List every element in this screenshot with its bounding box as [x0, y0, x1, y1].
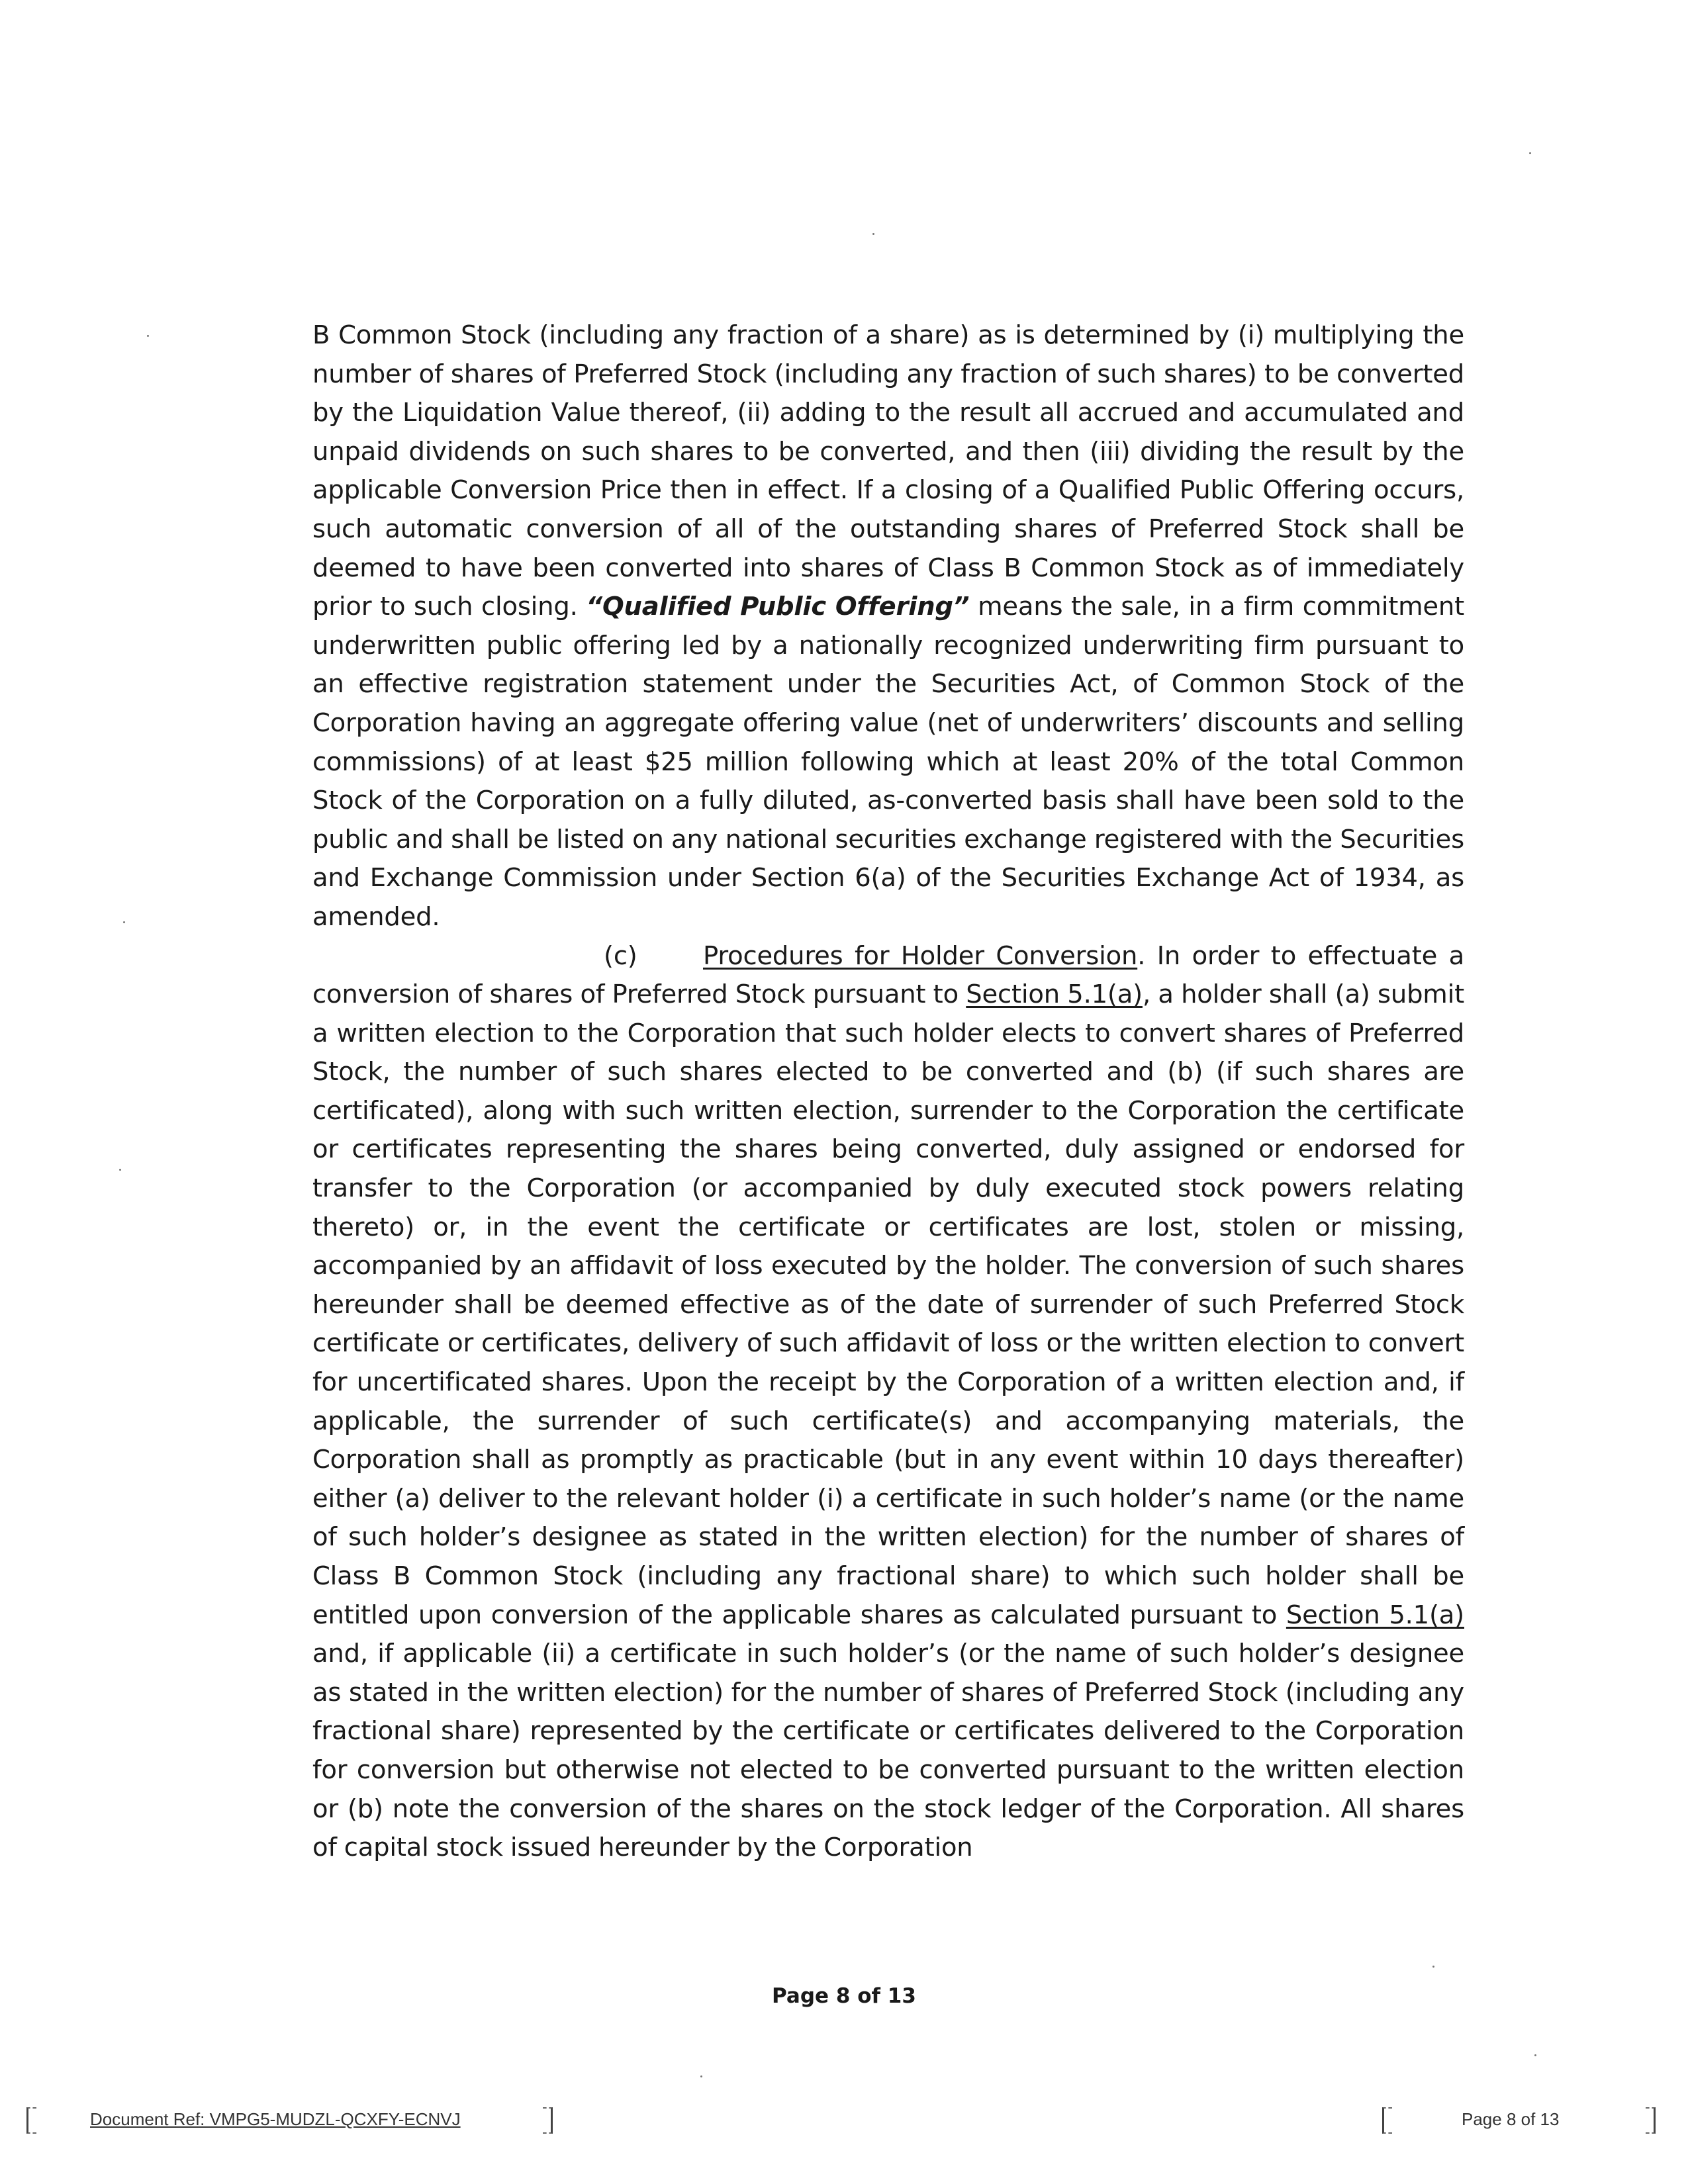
- document-ref-stamp: [26, 2105, 556, 2134]
- section-reference-5-1a: Section 5.1(a): [966, 979, 1143, 1010]
- stamp-bracket-left: [1382, 2107, 1392, 2134]
- stamp-bracket-right: [1646, 2107, 1656, 2134]
- paragraph-c-text-a: In order to effectuate a conversion of shares of Preferred Stock pursuant to: [312, 940, 1464, 1010]
- paragraph-conversion-continued: [312, 316, 1464, 937]
- paragraph-c-text-c: and, if applicable (ii) a certificate in such holder’s (or the name of such holder’s designee as stated in the written election) for the number of shares of Preferred Stock (including any fractional share) represented by the certificate or certificates delivered to the Corporation for conversion but otherwise not elected to be converted pursuant to the written election or (b) note the conversion of the shares on the stock ledger of the Corporation. All shares of capital stock issued hereunder by the Corporation: [312, 1639, 1464, 1863]
- paragraph-c-label: (c): [604, 940, 637, 971]
- scan-speck: [1432, 1966, 1434, 1968]
- document-ref-text: Document Ref: VMPG5-MUDZL-QCXFY-ECNVJ: [90, 2109, 461, 2129]
- paragraph-1-text-b: means the sale, in a firm commitment underwritten public offering led by a nationally recognized underwriting firm pursuant to an effective registration statement under the Securities Act, of Common Stock of the Corporation having an aggregate offering value (net of underwriters’ discounts and selling commissions) of at least $25 million following which at least 20% of the total Common Stock of the Corporation on a fully diluted, as-converted basis shall have been sold to the public and shall be listed on any national securities exchange registered with the Securities and Exchange Commission under Section 6(a) of the Securities Exchange Act of 1934, as amended.: [312, 592, 1464, 932]
- stamp-bracket-left: [26, 2107, 36, 2134]
- scan-speck: [147, 335, 149, 337]
- paragraph-c-heading: Procedures for Holder Conversion: [703, 940, 1138, 971]
- paragraph-c-procedures: [312, 937, 1464, 1868]
- scan-speck: [123, 921, 125, 923]
- paragraph-c-text-b: , a holder shall (a) submit a written election to the Corporation that such holder elects to convert shares of Preferred Stock, the number of such shares elected to be converted and (b) (if such shares are certificated), along with such written election, surrender to the Corporation the certificate or certificates representing the shares being converted, duly assigned or endorsed for transfer to the Corporation (or accompanied by duly executed stock powers relating thereto) or, in the event the certificate or certificates are lost, stolen or missing, accompanied by an affidavit of loss executed by the holder. The conversion of such shares hereunder shall be deemed effective as of the date of surrender of such Preferred Stock certificate or certificates, delivery of such affidavit of loss or the written election to convert for uncertificated shares. Upon the receipt by the Corporation of a written election and, if applicable, the surrender of such certificate(s) and accompanying materials, the Corporation shall as promptly as practicable (but in any event within 10 days thereafter) either (a) deliver to the relevant holder (i) a certificate in such holder’s name (or the name of such holder’s designee as stated in the written election) for the number of shares of Class B Common Stock (including any fractional share) to which such holder shall be entitled upon conversion of the applicable shares as calculated pursuant to: [312, 979, 1465, 1630]
- scan-speck: [119, 1169, 121, 1171]
- page-ref-stamp: [1382, 2105, 1654, 2134]
- scan-speck: [1534, 2054, 1536, 2056]
- scan-speck: [1529, 152, 1531, 154]
- paragraph-1-text-a: B Common Stock (including any fraction of a share) as is determined by (i) multiplying the number of shares of Preferred Stock (including any fraction of such shares) to be converted by the Liquidation Value thereof, (ii) adding to the result all accrued and accumulated and unpaid dividends on such shares to be converted, and then (iii) dividing the result by the applicable Conversion Price then in effect. If a closing of a Qualified Public Offering occurs, such automatic conversion of all of the outstanding shares of Preferred Stock shall be deemed to have been converted into shares of Class B Common Stock as of immediately prior to such closing.: [312, 320, 1464, 622]
- paragraph-c-heading-period: .: [1137, 940, 1146, 971]
- page-number: Page 8 of 13: [772, 1984, 916, 2008]
- defined-term-qualified-public-offering: “Qualified Public Offering”: [586, 592, 970, 622]
- scan-speck: [700, 2075, 702, 2077]
- stamp-bracket-right: [543, 2107, 553, 2134]
- document-body: [312, 316, 1464, 1868]
- section-reference-5-1a-second: Section 5.1(a): [1286, 1600, 1464, 1630]
- scan-speck: [872, 233, 874, 235]
- page-ref-text: Page 8 of 13: [1462, 2109, 1560, 2129]
